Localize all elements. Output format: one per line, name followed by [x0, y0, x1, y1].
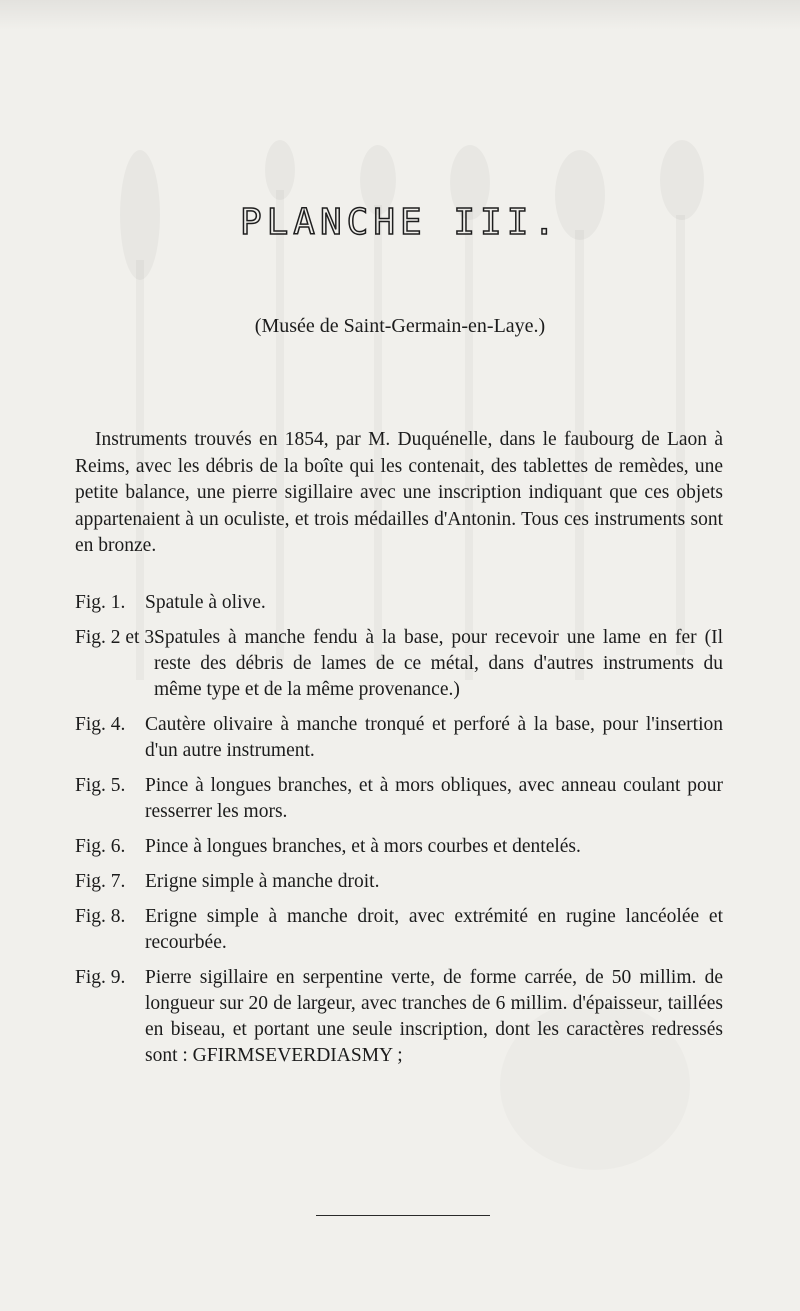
figure-description: Pierre sigillaire en serpentine verte, de forme carrée, de 50 millim. de longueur sur 20 de largeur, avec tranches de 6 millim. d'épaisseur, taillées en biseau, et portant une seule inscription, dont les caractères redressés sont : GFIRMSEVERDIASMY ; — [145, 967, 723, 1066]
figure-label: Fig. 6. — [75, 836, 126, 857]
end-rule — [316, 1215, 490, 1216]
figure-description: Erigne simple à manche droit. — [145, 871, 380, 892]
figure-description: Spatules à manche fendu à la base, pour recevoir une lame en fer (Il reste des débris de lames de ce métal, dans d'autres instruments du même type et de la même provenance.) — [153, 627, 723, 700]
figure-item — [75, 625, 723, 703]
figure-label: Fig. 5. — [75, 775, 126, 796]
intro-paragraph: Instruments trouvés en 1854, par M. Duquénelle, dans le faubourg de Laon à Reims, avec les débris de la boîte qui les contenait, des tablettes de remèdes, une petite balance, une pierre sigillaire avec une inscription indiquant que ces objets appartenaient à un oculiste, et trois médailles d'Antonin. Tous ces instruments sont en bronze. — [75, 429, 723, 556]
figure-item — [75, 965, 723, 1069]
figure-label: Fig. 8. — [75, 906, 126, 927]
figure-item — [75, 712, 723, 764]
plate-title: PLANCHE III. — [239, 202, 561, 243]
figure-item — [75, 869, 723, 895]
figure-description: Spatule à olive. — [145, 592, 266, 613]
figure-label: Fig. 9. — [75, 967, 126, 988]
figure-label: Fig. 4. — [75, 714, 126, 735]
figure-item — [75, 834, 723, 860]
figure-description: Erigne simple à manche droit, avec extrémité en rugine lancéolée et recourbée. — [145, 906, 723, 953]
show-through-header — [0, 0, 800, 30]
figure-description: Pince à longues branches, et à mors obliques, avec anneau coulant pour resserrer les mors. — [145, 775, 723, 822]
figure-list — [75, 590, 723, 1087]
plate-subtitle: (Musée de Saint-Germain-en-Laye.) — [254, 315, 546, 337]
figure-item — [75, 904, 723, 956]
figure-item — [75, 590, 723, 616]
figure-label: Fig. 2 et 3. — [75, 627, 159, 648]
figure-label: Fig. 7. — [75, 871, 126, 892]
figure-item — [75, 773, 723, 825]
figure-label: Fig. 1. — [75, 592, 126, 613]
figure-description: Pince à longues branches, et à mors courbes et dentelés. — [145, 836, 581, 857]
figure-description: Cautère olivaire à manche tronqué et perforé à la base, pour l'insertion d'un autre instrument. — [145, 714, 723, 761]
